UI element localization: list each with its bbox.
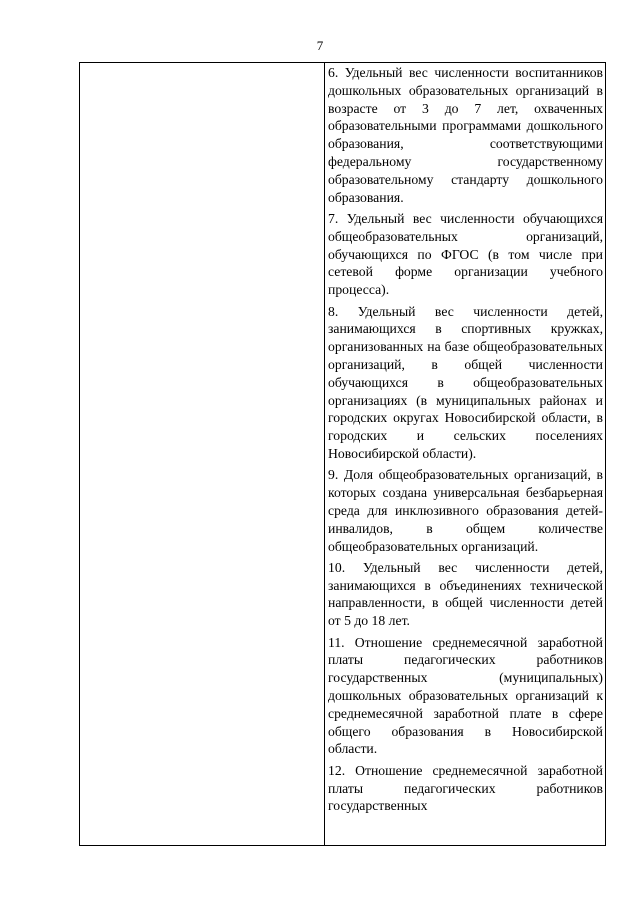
indicator-9: 9. Доля общеобразовательных организаций, в которых создана универсальная безбарьерная среда для инклюзивного образования детей-инвалидов, в общем количестве общеобразовательных организаций. — [328, 467, 603, 554]
column-divider — [324, 63, 325, 845]
indicator-8: 8. Удельный вес численности детей, занимающихся в спортивных кружках, организованных на базе общеобразовательных организаций, в общей численности обучающихся в общеобразовательных организациях (в муниципальных районах и городских округах Новосибирской области, в городских и сельских поселениях Новосибирской области). — [328, 303, 603, 461]
left-column-cell — [80, 63, 324, 845]
indicator-7: 7. Удельный вес численности обучающихся общеобразовательных организаций, обучающихся по ФГОС (в том числе при сетевой форме организации учебного процесса). — [328, 210, 603, 298]
page-number: 7 — [316, 38, 324, 53]
indicator-10: 10. Удельный вес численности детей, занимающихся в объединениях технической направленности, в общей численности детей от 5 до 18 лет. — [328, 559, 603, 629]
indicators-table — [79, 62, 606, 846]
indicator-12: 12. Отношение среднемесячной заработной платы педагогических работников государственных — [328, 762, 603, 814]
right-column-cell — [328, 64, 603, 845]
indicator-6: 6. Удельный вес численности воспитанников дошкольных образовательных организаций в возрасте от 3 до 7 лет, охваченных образовательными программами дошкольного образования, соответствующими федеральному государственному образовательному стандарту дошкольного образования. — [328, 65, 603, 205]
indicator-11: 11. Отношение среднемесячной заработной платы педагогических работников государственных (муниципальных) дошкольных образовательных организаций к среднемесячной заработной плате в сфере общего образования в Новосибирской области. — [328, 634, 603, 757]
